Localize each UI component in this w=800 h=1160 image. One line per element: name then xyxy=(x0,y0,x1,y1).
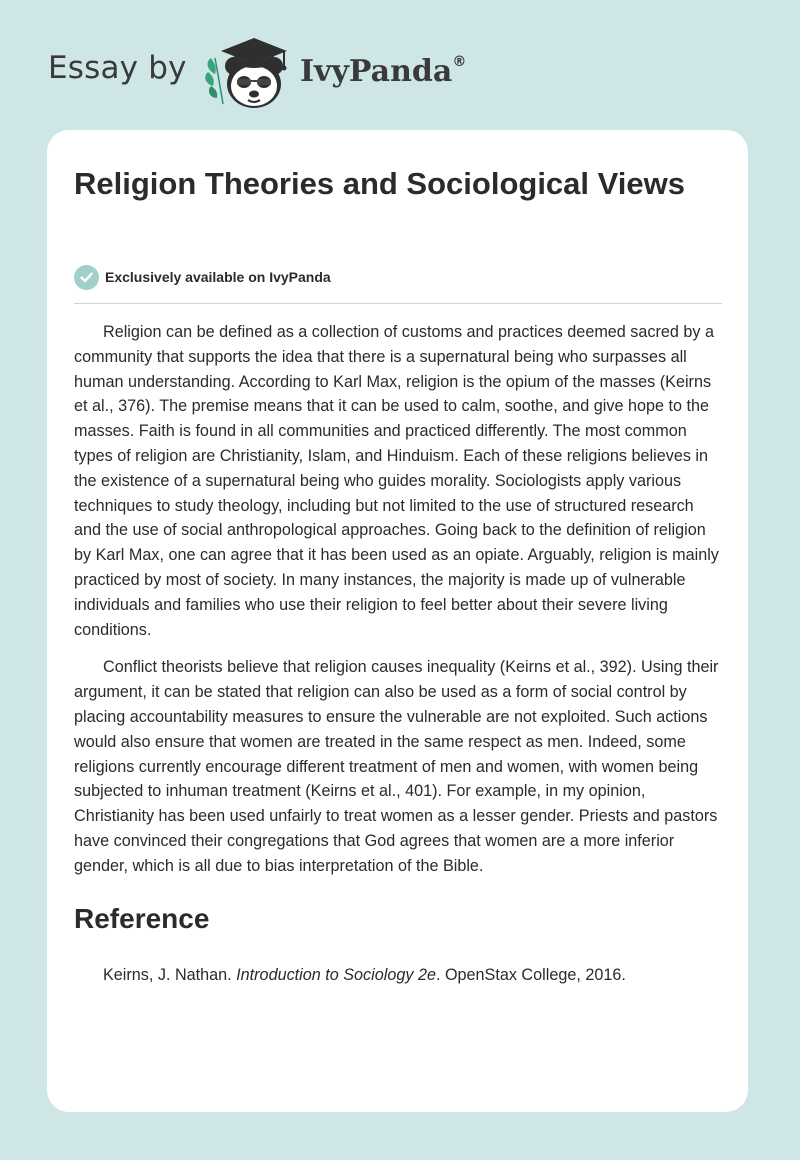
paragraph: Religion can be defined as a collection of customs and practices deemed sacred by a community that supports the idea that there is a supernatural being who surpasses all human understanding. According to Karl Max, religion is the opium of the masses (Keirns et al., 376). The premise means that it can be used to calm, soothe, and give hope to the masses. Faith is found in all communities and practiced differently. The most common types of religion are Christianity, Islam, and Hinduism. Each of these religions believes in the existence of a supernatural being who guides morality. Sociologists apply various techniques to study theology, including but not limited to the use of structured research and the use of social anthropological approaches. Going back to the definition of religion by Karl Max, one can agree that it has been used as an opiate. Arguably, religion is mainly practiced by most of society. In many instances, the majority is made up of vulnerable individuals and families who use their religion to feel better about their severe living conditions. xyxy=(74,323,719,639)
essay-card xyxy=(47,130,748,1112)
reference-publisher: . OpenStax College, 2016. xyxy=(435,966,626,984)
essay-body xyxy=(74,320,724,892)
reference-heading: Reference xyxy=(74,903,210,934)
brand-text: IvyPanda xyxy=(300,54,453,89)
reference-author: Keirns, J. Nathan. xyxy=(103,966,237,984)
registered-mark: ® xyxy=(452,54,467,70)
site-header xyxy=(48,30,568,110)
reference-book-title: Introduction to Sociology 2e xyxy=(236,966,436,984)
reference-entry xyxy=(103,963,626,987)
exclusive-badge xyxy=(74,264,331,290)
divider xyxy=(74,303,722,304)
paragraph: Conflict theorists believe that religion causes inequality (Keirns et al., 392). Using their argument, it can be stated that religion can also be used as a form of social control by placing accountability measures to ensure the vulnerable are not exploited. Such actions would also ensure that women are treated in the same respect as men. Indeed, some religions currently encourage different treatment of men and women, with women being subjected to inhuman treatment (Keirns et al., 401). For example, in my opinion, Christianity has been used unfairly to treat women as a lesser gender. Priests and pastors have convinced their congregations that God agrees that women are a more inferior gender, which is all due to bias interpretation of the Bible. xyxy=(74,658,719,875)
exclusive-label: Exclusively available on IvyPanda xyxy=(105,269,331,285)
brand-name[interactable] xyxy=(300,54,466,89)
page-title: Religion Theories and Sociological Views xyxy=(74,166,685,201)
panda-logo-icon[interactable] xyxy=(201,34,293,110)
essay-by-label: Essay by xyxy=(48,50,187,86)
check-circle-icon xyxy=(74,265,99,290)
